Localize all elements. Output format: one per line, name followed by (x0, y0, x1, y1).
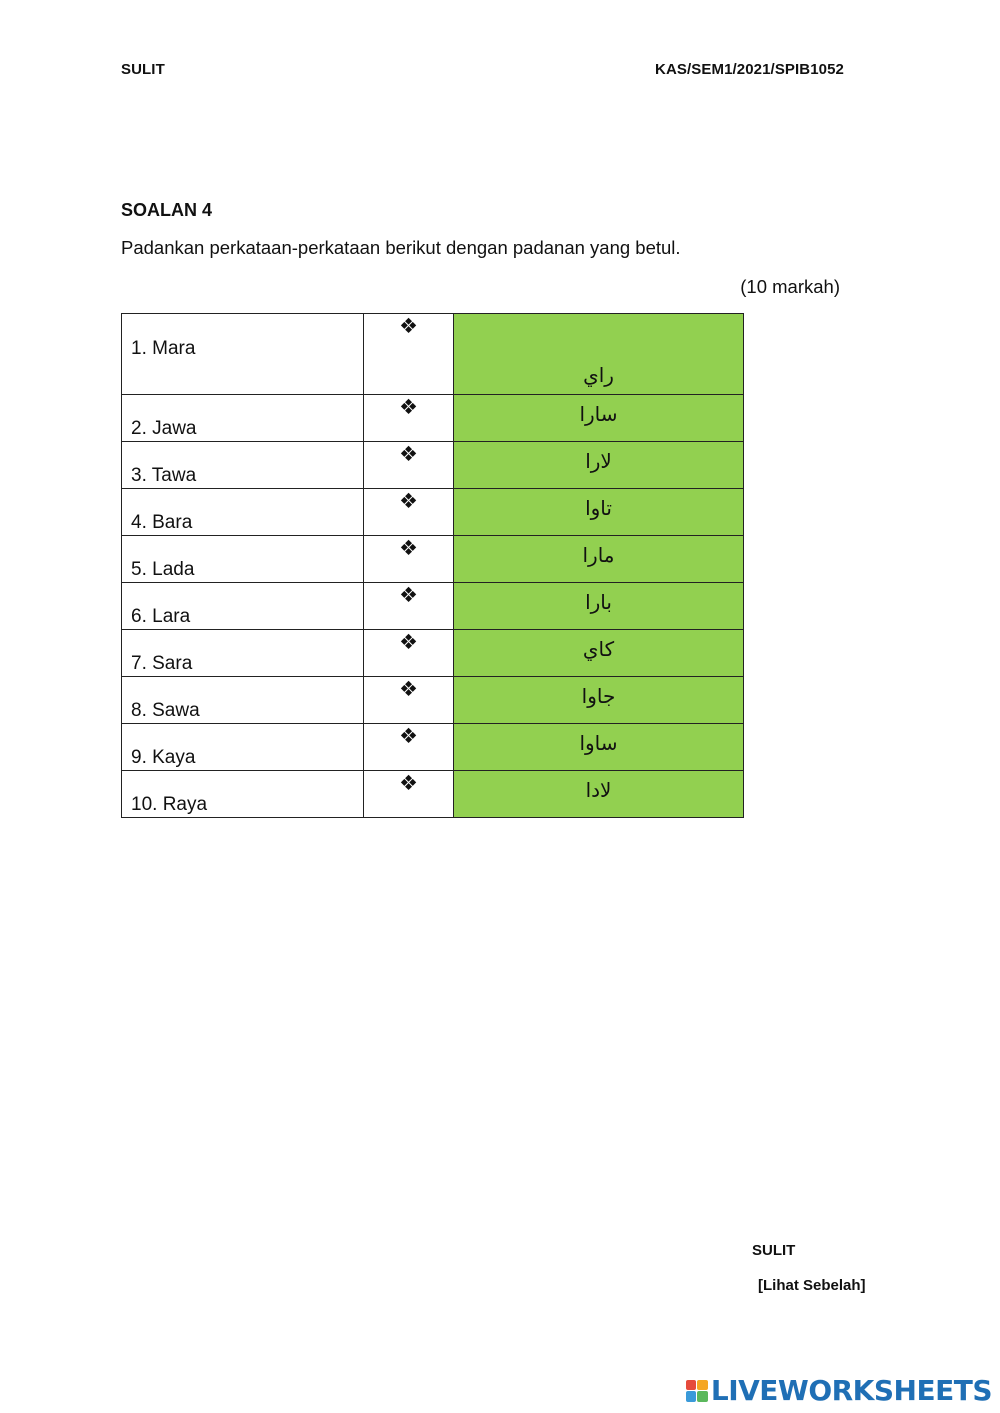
jawi-word-label: لادا (585, 778, 612, 802)
diamond-bullet-icon[interactable]: ❖ (399, 678, 418, 701)
jawi-answer-cell[interactable] (454, 442, 744, 489)
jawi-word-label: راي (583, 363, 614, 387)
word-label: 4. Bara (131, 512, 193, 533)
diamond-bullet-icon[interactable]: ❖ (399, 490, 418, 513)
match-point-cell[interactable] (364, 724, 454, 771)
question-instruction: Padankan perkataan-perkataan berikut dengan padanan yang betul. (121, 237, 681, 258)
match-point-cell[interactable] (364, 395, 454, 442)
diamond-bullet-icon[interactable]: ❖ (399, 725, 418, 748)
jawi-answer-cell[interactable] (454, 536, 744, 583)
jawi-word-label: ساوا (579, 731, 618, 755)
diamond-bullet-icon[interactable]: ❖ (399, 584, 418, 607)
match-point-cell[interactable] (364, 630, 454, 677)
table-row (122, 314, 744, 395)
jawi-word-label: سارا (579, 402, 618, 426)
jawi-word-label: مارا (582, 543, 615, 567)
jawi-answer-cell[interactable] (454, 489, 744, 536)
jawi-answer-cell[interactable] (454, 583, 744, 630)
match-point-cell[interactable] (364, 677, 454, 724)
jawi-answer-cell[interactable] (454, 724, 744, 771)
diamond-bullet-icon[interactable]: ❖ (399, 396, 418, 419)
word-cell (122, 442, 364, 489)
question-title: SOALAN 4 (121, 200, 213, 220)
match-point-cell[interactable] (364, 442, 454, 489)
match-point-cell[interactable] (364, 583, 454, 630)
word-cell (122, 724, 364, 771)
logo-square (697, 1391, 708, 1402)
word-label: 3. Tawa (131, 465, 197, 486)
table-row (122, 442, 744, 489)
word-label: 9. Kaya (131, 747, 196, 768)
word-cell (122, 314, 364, 395)
diamond-bullet-icon[interactable]: ❖ (399, 537, 418, 560)
liveworksheets-wordmark: LIVEWORKSHEETS (710, 1374, 992, 1407)
logo-square (697, 1380, 708, 1391)
table-row (122, 771, 744, 818)
diamond-bullet-icon[interactable]: ❖ (399, 315, 418, 338)
table-row (122, 630, 744, 677)
jawi-word-label: لارا (585, 449, 612, 473)
diamond-bullet-icon[interactable]: ❖ (399, 443, 418, 466)
word-label: 10. Raya (131, 794, 208, 815)
diamond-bullet-icon[interactable]: ❖ (399, 772, 418, 795)
footer-sulit-label: SULIT (752, 1242, 796, 1259)
table-row (122, 583, 744, 630)
word-cell (122, 536, 364, 583)
matching-table (121, 313, 744, 818)
jawi-word-label: جاوا (581, 684, 616, 708)
table-row (122, 677, 744, 724)
table-row (122, 724, 744, 771)
jawi-answer-cell[interactable] (454, 771, 744, 818)
match-point-cell[interactable] (364, 771, 454, 818)
logo-square (686, 1391, 697, 1402)
word-cell (122, 395, 364, 442)
match-point-cell[interactable] (364, 536, 454, 583)
logo-square (686, 1380, 697, 1391)
jawi-answer-cell[interactable] (454, 314, 744, 395)
word-label: 1. Mara (131, 338, 196, 359)
jawi-answer-cell[interactable] (454, 630, 744, 677)
jawi-word-label: كاي (582, 637, 615, 661)
word-label: 7. Sara (131, 653, 193, 674)
word-label: 6. Lara (131, 606, 191, 627)
word-label: 8. Sawa (131, 700, 200, 721)
header-reference-code: KAS/SEM1/2021/SPIB1052 (655, 61, 844, 78)
table-row (122, 489, 744, 536)
word-label: 2. Jawa (131, 418, 197, 439)
table-row (122, 395, 744, 442)
jawi-word-label: بارا (585, 590, 612, 614)
word-cell (122, 677, 364, 724)
liveworksheets-brand (686, 1374, 992, 1407)
match-point-cell[interactable] (364, 314, 454, 395)
word-cell (122, 630, 364, 677)
jawi-answer-cell[interactable] (454, 677, 744, 724)
liveworksheets-logo-icon (686, 1380, 708, 1402)
word-cell (122, 771, 364, 818)
footer-next-page-label: [Lihat Sebelah] (758, 1277, 866, 1294)
jawi-answer-cell[interactable] (454, 395, 744, 442)
jawi-word-label: تاوا (585, 496, 612, 520)
word-cell (122, 489, 364, 536)
match-point-cell[interactable] (364, 489, 454, 536)
word-cell (122, 583, 364, 630)
diamond-bullet-icon[interactable]: ❖ (399, 631, 418, 654)
table-row (122, 536, 744, 583)
question-marks: (10 markah) (740, 276, 840, 297)
header-left-label: SULIT (121, 61, 165, 78)
word-label: 5. Lada (131, 559, 195, 580)
